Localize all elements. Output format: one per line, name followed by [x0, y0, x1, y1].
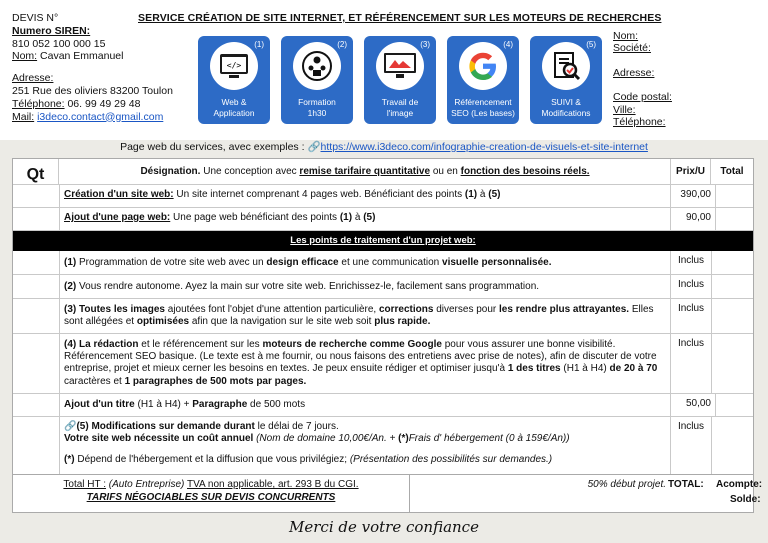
page-web-text: Page web du services, avec exemples : [120, 141, 305, 153]
tile-label-1: Web & [221, 97, 247, 107]
row-inclus: Inclus [671, 299, 712, 333]
row-point-5: 🔗(5) Modifications sur demande durant le délai de 7 jours. Votre site web nécessite un coût annuel (Nom de domaine 10,00€/An. + (*)Frais d' hébergement (0 à 159€/An)) (*) Dépend de l'hébergement et la diffusion que vous privilégiez; (Présentation des possibilités sur demandes.) [59, 417, 671, 474]
row-price: 390,00 [671, 185, 716, 207]
service-tiles [198, 36, 602, 124]
siren-label: Numero SIREN: [12, 24, 91, 37]
page-web-line [0, 140, 768, 153]
client-telephone-label: Téléphone: [613, 116, 666, 129]
points-section-bar: Les points de traitement d'un projet web: [13, 231, 753, 251]
client-ville-label: Ville: [613, 103, 636, 116]
deposit-note: 50% début projet. [587, 479, 666, 490]
row-inclus: Inclus [671, 334, 712, 393]
table-row [13, 251, 753, 275]
footer-legal: Total HT : (Auto Entreprise) TVA non applicable, art. 293 B du CGI. TARIFS NÉGOCIABLES SUR DEVIS CONCURRENTS [13, 475, 410, 512]
tile-number: (3) [420, 40, 430, 49]
table-header [13, 159, 753, 185]
table-row [13, 299, 753, 334]
mail-link[interactable]: i3deco.contact@gmail.com [37, 110, 164, 123]
tile-label-2: l'image [386, 108, 414, 118]
row-inclus: Inclus [671, 251, 712, 274]
header-qt: Qt [13, 159, 59, 184]
tile-label-2: 1h30 [307, 108, 327, 118]
negotiable-tariffs: TARIFS NÉGOCIABLES SUR DEVIS CONCURRENTS [86, 491, 336, 503]
tile-number: (1) [254, 40, 264, 49]
row-price: 90,00 [671, 208, 716, 230]
client-nom-label: Nom: [613, 30, 639, 42]
page-web-link[interactable]: https://www.i3deco.com/infographie-creation-de-visuels-et-site-internet [320, 141, 648, 153]
telephone-label: Téléphone: [12, 97, 65, 110]
table-row [13, 275, 753, 299]
monitor-design-icon [376, 42, 424, 90]
code-window-icon [210, 42, 258, 90]
telephone-value: 06. 99 49 29 48 [67, 97, 141, 110]
tile-number: (4) [503, 40, 513, 49]
row-add-page: Ajout d'une page web: Une page web bénéficiant des points (1) à (5) [59, 208, 671, 230]
svg-text:</>: </> [226, 61, 242, 70]
tile-seo [447, 36, 519, 124]
row-point-3: (3) Toutes les images ajoutées font l'objet d'une attention particulière, corrections diverses pour les rendre plus attrayantes. Elles sont allégées et optimisées afin que la navigation sur le site web soit plus rapide. [59, 299, 671, 333]
tile-number: (5) [586, 40, 596, 49]
client-info [613, 30, 763, 128]
tile-label-2: SEO (Les bases) [451, 108, 515, 118]
header-designation: Désignation. Une conception avec remise tarifaire quantitative ou en fonction des besoins réels. [59, 159, 671, 184]
tile-web [198, 36, 270, 124]
tile-formation [281, 36, 353, 124]
adresse-value: 251 Rue des oliviers 83200 Toulon [12, 84, 173, 97]
row-price: 50,00 [671, 394, 716, 416]
row-inclus: Inclus [671, 275, 712, 298]
google-icon [459, 42, 507, 90]
company-info [12, 12, 197, 123]
mail-label: Mail: [12, 110, 35, 123]
link-icon: 🔗 [64, 421, 77, 432]
row-point-1: (1) Programmation de votre site web avec un design efficace et une communication visuelle personnalisée. [59, 251, 671, 274]
tile-label-2: Modifications [541, 108, 591, 118]
totals-footer [12, 474, 763, 513]
tile-image [364, 36, 436, 124]
row-point-2: (2) Vous rendre autonome. Ayez la main sur votre site web. Enrichissez-le, facilement sans programmation. [59, 275, 671, 298]
tile-label-1: Travail de [381, 97, 419, 107]
tile-label-2: Application [213, 108, 255, 118]
acompte-label: Acompte: [716, 479, 763, 490]
total-label: TOTAL: [668, 479, 704, 490]
header-prix: Prix/U [671, 159, 711, 184]
table-row [13, 185, 753, 208]
tile-suivi [530, 36, 602, 124]
link-icon: 🔗 [307, 141, 321, 153]
row-site-creation: Création d'un site web: Un site internet comprenant 4 pages web. Bénéficiant des points (1) à (5) [59, 185, 671, 207]
nom-label: Nom: [12, 50, 38, 63]
table-row [13, 208, 753, 231]
tile-label-1: Formation [298, 97, 336, 107]
client-code-postal-label: Code postal: [613, 91, 672, 104]
devis-number: DEVIS N° [12, 12, 59, 24]
quote-table [12, 158, 754, 513]
client-adresse-label: Adresse: [613, 66, 655, 79]
training-icon [293, 42, 341, 90]
table-row [13, 417, 753, 474]
tile-label-1: Référencement [454, 97, 512, 107]
thanks-message: Merci de votre confiance [289, 518, 479, 536]
siren-value: 810 052 100 000 15 [12, 37, 106, 50]
row-inclus: Inclus [671, 417, 712, 474]
row-point-4: (4) La rédaction et le référencement sur les moteurs de recherche comme Google pour vous assurer une bonne visibilité. Référencement SEO basique. (Le texte est à me fournir, ou nous faisons des entretiens avec prise de notes), afin de discuter de votre entreprise, projet et mieux cerner les besoins en textes. Je peux ensuite rédiger et optimiser jusqu'à 1 des titres (H1 à H4) de 20 à 70 caractères et 1 paragraphes de 500 mots par pages. [59, 334, 671, 393]
document-search-icon [542, 42, 590, 90]
table-row [13, 394, 753, 417]
client-societe-label: Société: [613, 42, 651, 55]
page-title: SERVICE CRÉATION DE SITE INTERNET, ET RÉFÉRENCEMENT SUR LES MOTEURS DE RECHERCHES [138, 12, 662, 24]
adresse-label: Adresse: [12, 72, 54, 85]
nom-value: Cavan Emmanuel [40, 50, 124, 63]
header-total: Total [720, 166, 744, 177]
table-row [13, 334, 753, 394]
row-add-title: Ajout d'un titre (H1 à H4) + Paragraphe de 500 mots [59, 394, 671, 416]
tile-label-1: SUIVI & [551, 97, 581, 107]
tile-number: (2) [337, 40, 347, 49]
solde-label: Solde: [730, 494, 761, 505]
